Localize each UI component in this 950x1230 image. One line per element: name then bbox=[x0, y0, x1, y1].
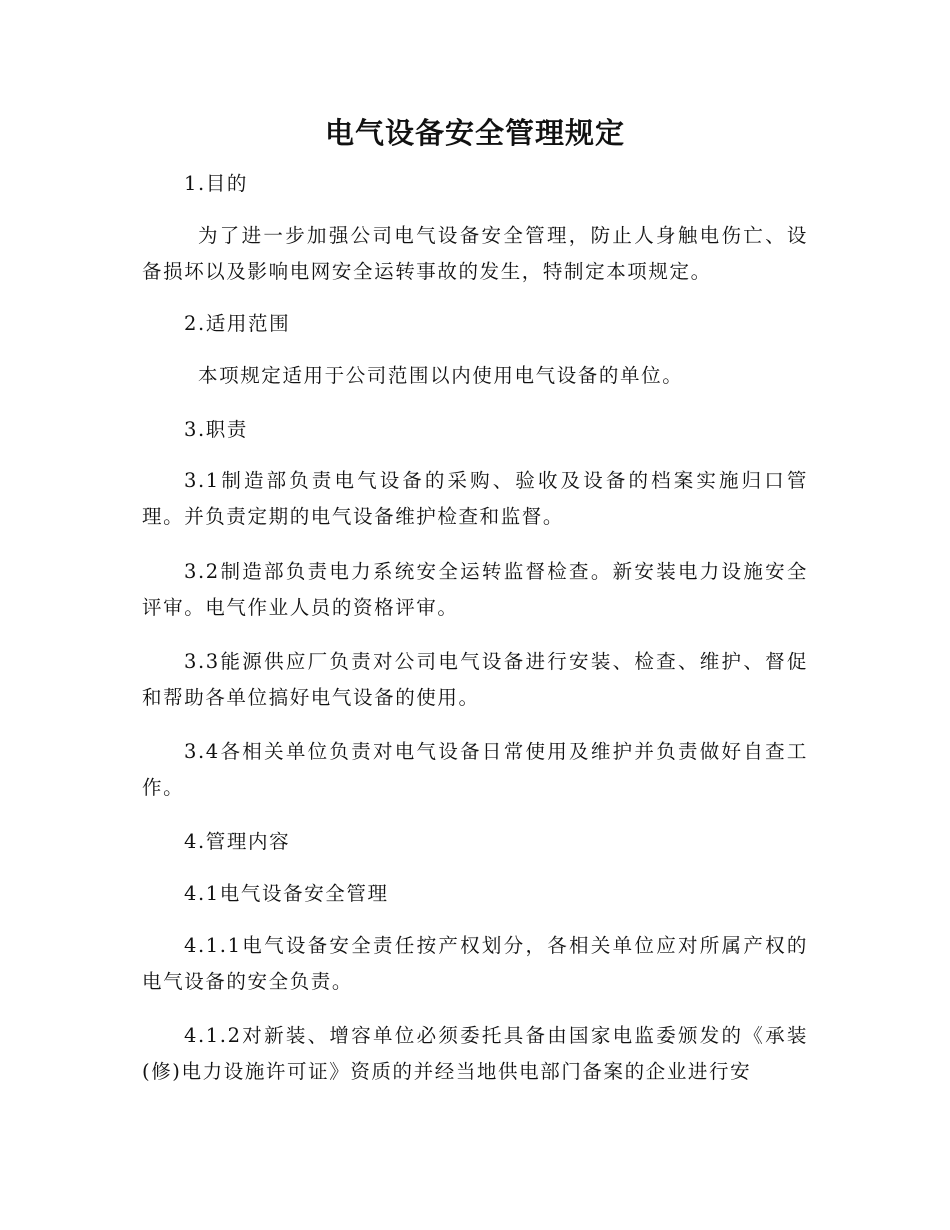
heading-purpose: 1.目的 bbox=[184, 172, 249, 195]
paragraph-purpose: 为了进一步加强公司电气设备安全管理，防止人身触电伤亡、设备损坏以及影响电网安全运转事故的发生，特制定本项规定。 bbox=[142, 224, 808, 283]
heading-duties: 3.职责 bbox=[184, 418, 249, 441]
document-title: 电气设备安全管理规定 bbox=[324, 116, 625, 150]
paragraph-duty-3-2: 3.2制造部负责电力系统安全运转监督检查。新安装电力设施安全评审。电气作业人员的资格评审。 bbox=[142, 560, 808, 619]
paragraph-duty-3-4: 3.4各相关单位负责对电气设备日常使用及维护并负责做好自查工作。 bbox=[142, 740, 808, 799]
heading-scope: 2.适用范围 bbox=[184, 312, 291, 335]
paragraph-4-1-2: 4.1.2对新装、增容单位必须委托具备由国家电监委颁发的《承装(修)电力设施许可证》资质的并经当地供电部门备案的企业进行安 bbox=[142, 1024, 808, 1083]
heading-management-content: 4.管理内容 bbox=[184, 830, 291, 853]
paragraph-duty-3-1: 3.1制造部负责电气设备的采购、验收及设备的档案实施归口管理。并负责定期的电气设备维护检查和监督。 bbox=[142, 469, 808, 528]
heading-electrical-safety: 4.1电气设备安全管理 bbox=[184, 882, 389, 905]
paragraph-scope: 本项规定适用于公司范围以内使用电气设备的单位。 bbox=[198, 364, 684, 387]
paragraph-4-1-1: 4.1.1电气设备安全责任按产权划分，各相关单位应对所属产权的电气设备的安全负责。 bbox=[142, 934, 808, 993]
paragraph-duty-3-3: 3.3能源供应厂负责对公司电气设备进行安装、检查、维护、督促和帮助各单位搞好电气设备的使用。 bbox=[142, 650, 808, 709]
